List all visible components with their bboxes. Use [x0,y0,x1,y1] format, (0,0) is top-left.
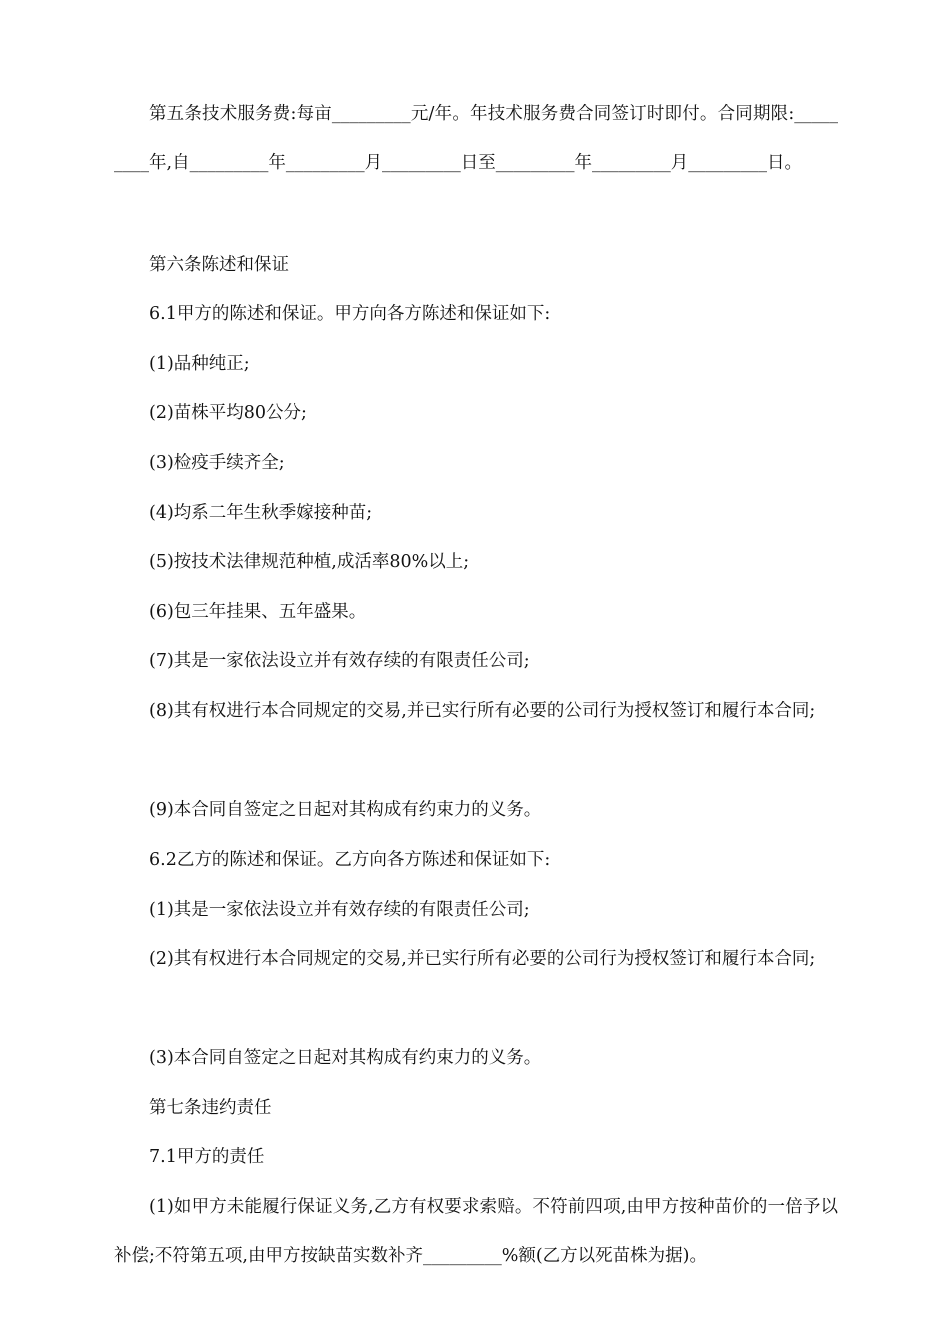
clause-6-1-item-5: (5)按技术法律规范种植,成活率80%以上; [149,552,470,572]
clause-6-1-item-8: (8)其有权进行本合同规定的交易,并已实行所有必要的公司行为授权签订和履行本合同; [149,701,816,721]
clause-6-1-item-7: (7)其是一家依法设立并有效存续的有限责任公司; [149,651,530,671]
article-7-heading: 第七条违约责任 [149,1098,272,1118]
clause-6-1-item-1: (1)品种纯正; [149,354,250,374]
clause-6-2-item-1: (1)其是一家依法设立并有效存续的有限责任公司; [149,900,530,920]
clause-6-1-item-4: (4)均系二年生秋季嫁接种苗; [149,503,373,523]
clause-6-1-item-2: (2)苗株平均80公分; [149,403,307,423]
clause-7-1-heading: 7.1甲方的责任 [149,1147,265,1167]
article-5-technical-service-fee: 第五条技术服务费:每亩_________元/年。年技术服务费合同签订时即付。合同期限:_________年,自_________年_________月_________日至_________年_________月_________日。 [114,104,838,173]
article-6-heading: 第六条陈述和保证 [149,255,289,275]
clause-6-2-intro: 6.2乙方的陈述和保证。乙方向各方陈述和保证如下: [149,850,551,870]
clause-7-1-item-1: (1)如甲方未能履行保证义务,乙方有权要求索赔。不符前四项,由甲方按种苗价的一倍予以补偿;不符第五项,由甲方按缺苗实数补齐_________%额(乙方以死苗株为据)。 [114,1197,838,1266]
clause-6-1-item-3: (3)检疫手续齐全; [149,453,285,473]
clause-6-1-intro: 6.1甲方的陈述和保证。甲方向各方陈述和保证如下: [149,304,551,324]
clause-6-2-item-3: (3)本合同自签定之日起对其构成有约束力的义务。 [149,1048,542,1068]
clause-6-2-item-2: (2)其有权进行本合同规定的交易,并已实行所有必要的公司行为授权签订和履行本合同; [149,949,816,969]
clause-6-1-item-9: (9)本合同自签定之日起对其构成有约束力的义务。 [149,800,542,820]
clause-6-1-item-6: (6)包三年挂果、五年盛果。 [149,602,367,622]
